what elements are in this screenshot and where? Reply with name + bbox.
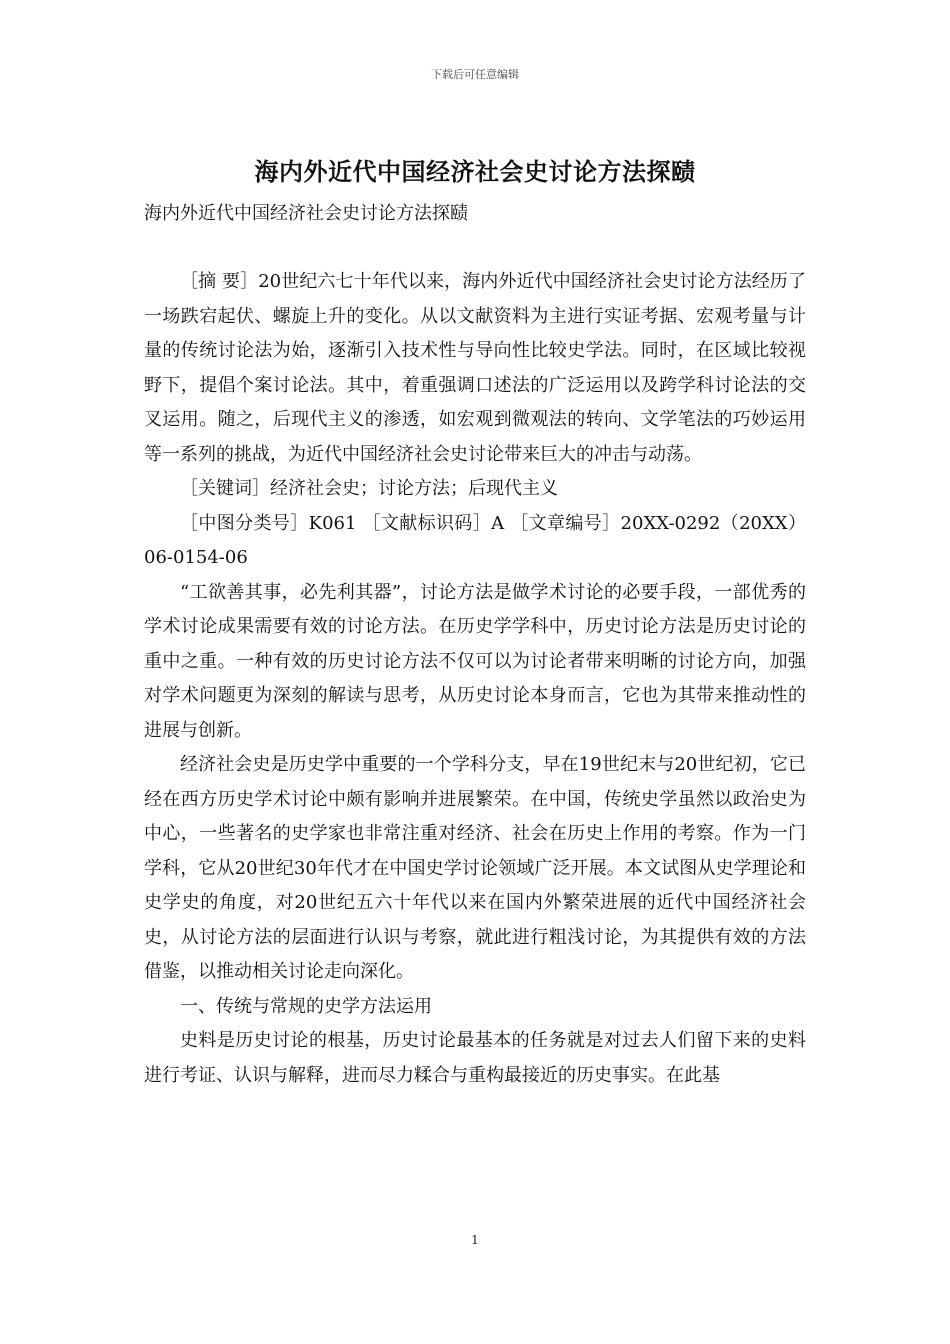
body-paragraph: 史料是历史讨论的根基，历史讨论最基本的任务就是对过去人们留下来的史料进行考证、认识与解释，进而尽力糅合与重构最接近的历史事实。在此基 (144, 1030, 806, 1086)
page-header-note: 下载后可任意编辑 (431, 68, 519, 81)
document-title: 海内外近代中国经济社会史讨论方法探赜 (254, 157, 696, 186)
abstract-paragraph: ［摘 要］20世纪六七十年代以来，海内外近代中国经济社会史讨论方法经历了一场跌宕起伏、螺旋上升的变化。从以文献资料为主进行实证考据、宏观考量与计量的传统讨论法为始，逐渐引入技术性与导向性比较史学法。同时，在区域比较视野下，提倡个案讨论法。其中，着重强调口述法的广泛运用以及跨学科讨论法的交叉运用。随之，后现代主义的渗透，如宏观到微观法的转向、文学笔法的巧妙运用等一系列的挑战，为近代中国经济社会史讨论带来巨大的冲击与动荡。 (144, 271, 806, 465)
classification-line: ［中图分类号］K061 ［文献标识码］A ［文章编号］20XX-0292（20XX）06-0154-06 (144, 512, 806, 568)
document-subtitle: 海内外近代中国经济社会史讨论方法探赜 (144, 203, 468, 224)
keywords-line: ［关键词］经济社会史；讨论方法；后现代主义 (180, 478, 558, 499)
body-paragraph: 经济社会史是历史学中重要的一个学科分支，早在19世纪末与20世纪初，它已经在西方历史学术讨论中颇有影响并进展繁荣。在中国，传统史学虽然以政治史为中心，一些著名的史学家也非常注重对经济、社会在历史上作用的考察。作为一门学科，它从20世纪30年代才在中国史学讨论领域广泛开展。本文试图从史学理论和史学史的角度，对20世纪五六十年代以来在国内外繁荣进展的近代中国经济社会史，从讨论方法的层面进行认识与考察，就此进行粗浅讨论，为其提供有效的方法借鉴，以推动相关讨论走向深化。 (144, 754, 806, 982)
page-number: 1 (471, 1233, 479, 1247)
section-heading: 一、传统与常规的史学方法运用 (180, 995, 432, 1017)
body-paragraph: “工欲善其事，必先利其器”，讨论方法是做学术讨论的必要手段，一部优秀的学术讨论成果需要有效的讨论方法。在历史学学科中，历史讨论方法是历史讨论的重中之重。一种有效的历史讨论方法不仅可以为讨论者带来明晰的讨论方向，加强对学术问题更为深刻的解读与思考，从历史讨论本身而言，它也为其带来推动性的进展与创新。 (144, 581, 806, 741)
document-body (144, 197, 806, 1093)
